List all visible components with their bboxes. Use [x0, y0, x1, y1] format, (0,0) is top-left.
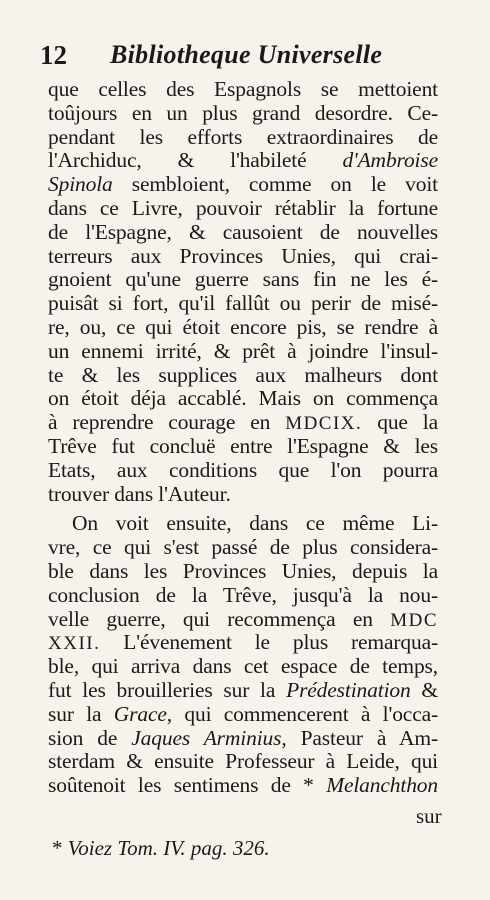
year-numeral: MDC: [390, 609, 438, 631]
text-line: te & les supplices aux malheurs dont: [48, 362, 438, 387]
text-run: sur la: [48, 701, 114, 726]
text-run: &: [410, 677, 438, 702]
text-line: [48, 774, 438, 798]
text-line: [48, 149, 438, 173]
text-line: un ennemi irrité, & prêt à joindre l'insul-: [48, 338, 438, 363]
italic-term: Prédestination: [286, 677, 411, 702]
text-line: trouver dans l'Auteur.: [48, 481, 231, 506]
text-line: Etats, aux conditions que l'on pourra: [48, 457, 438, 482]
italic-term: Grace: [113, 701, 167, 726]
text-run: , qui commencerent à l'occa-: [166, 701, 438, 726]
body-text: [48, 78, 438, 798]
text-line: [48, 173, 438, 197]
text-line: [48, 631, 438, 655]
text-run: velle guerre, qui recommença en: [48, 606, 391, 631]
text-line: gnoient qu'une guerre sans fin ne les é-: [48, 267, 438, 292]
text-run: sion de: [48, 725, 132, 750]
footnote: [52, 836, 270, 861]
catchword: sur: [416, 804, 442, 828]
text-line: re, ou, ce qui étoit encore pis, se rendre à: [48, 314, 438, 339]
text-run: l'Archiduc, & l'habileté: [48, 148, 343, 173]
footnote-text: Voiez Tom. IV. pag. 326.: [62, 836, 270, 860]
page-header: [40, 38, 460, 72]
text-line: Trêve fut concluë entre l'Espagne & les: [48, 433, 438, 458]
text-run: à reprendre courage en: [48, 410, 286, 435]
text-run: soûtenoit les sentimens de *: [48, 773, 327, 798]
page-number: 12: [40, 40, 67, 70]
year-numeral: XXII.: [48, 633, 101, 655]
year-numeral: MDCIX.: [285, 413, 363, 435]
person-name: d'Ambroise: [342, 148, 438, 173]
text-run: L'évenement le plus remarqua-: [100, 630, 438, 655]
text-run: sembloient, comme on le voit: [112, 172, 438, 197]
text-line: On voit ensuite, dans ce même Li-: [72, 511, 438, 536]
text-line: terreurs aux Provinces Unies, qui crai-: [48, 243, 438, 268]
text-line: on étoit déja accablé. Mais on commença: [48, 386, 438, 411]
text-line: conclusion de la Trêve, jusqu'à la nou-: [48, 582, 438, 607]
text-line: sterdam & ensuite Professeur à Leide, qui: [48, 749, 438, 774]
person-name: Melanchthon: [326, 773, 438, 798]
text-line: ble dans les Provinces Unies, depuis la: [48, 558, 438, 583]
footnote-marker: *: [52, 836, 63, 860]
text-line: [48, 608, 438, 632]
text-line: de l'Espagne, & causoient de nouvelles: [48, 219, 438, 244]
text-line: [48, 727, 438, 751]
text-line: ble, qui arriva dans cet espace de temps,: [48, 654, 438, 679]
text-line: [48, 411, 438, 435]
text-line: [48, 679, 438, 703]
person-name: Spinola: [48, 172, 113, 197]
person-name: Jaques Arminius: [131, 725, 282, 750]
text-line: vre, ce qui s'est passé de plus considera-: [48, 535, 438, 560]
text-line: puisât si fort, qu'il fallût ou perir de misé-: [48, 291, 438, 316]
text-line: [48, 703, 438, 727]
text-line: dans ce Livre, pouvoir rétablir la fortune: [48, 195, 438, 220]
text-line: toûjours en un plus grand desordre. Ce-: [48, 100, 438, 125]
text-run: , Pasteur à Am-: [281, 725, 439, 750]
running-title: Bibliotheque Universelle: [110, 40, 383, 69]
text-line: que celles des Espagnols se mettoient: [48, 77, 438, 101]
text-line: pendant les efforts extraordinaires de: [48, 124, 438, 149]
text-run: que la: [362, 410, 438, 435]
text-run: fut les brouilleries sur la: [48, 677, 287, 702]
